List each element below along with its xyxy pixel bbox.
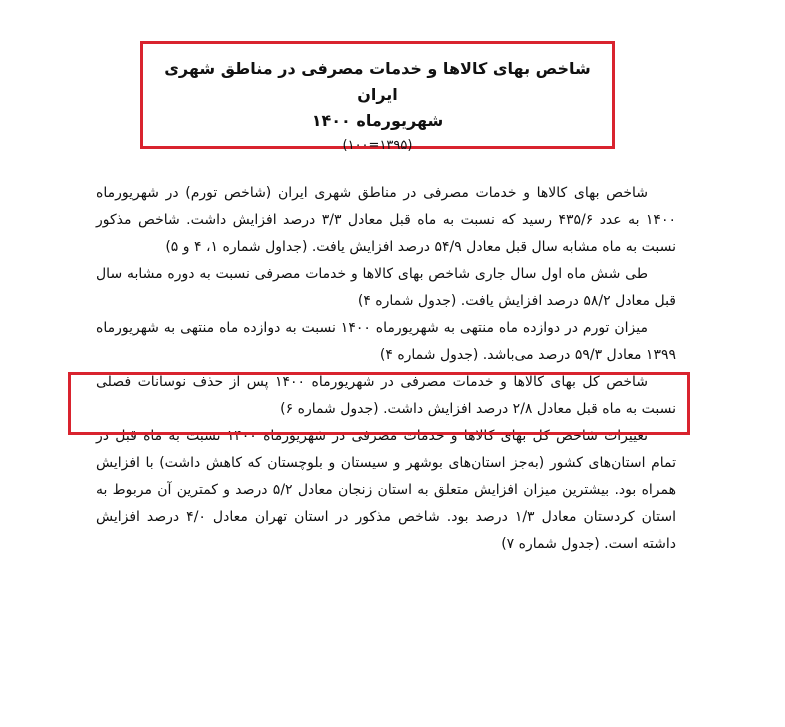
report-period: شهریورماه ۱۴۰۰ <box>311 111 444 130</box>
paragraph-monthly-index: شاخص بهای کالاها و خدمات مصرفی در مناطق شهری ایران (شاخص تورم) در شهریورماه ۱۴۰۰ به عدد ۴۳۵/۶ رسید که نسبت به ماه قبل معادل ۳/۳ درصد افزایش داشت. شاخص مذکور نسبت به ماه مشابه سال قبل معادل ۵۴/۹ درصد افزایش یافت. (جداول شماره ۱، ۴ و ۵) <box>96 185 676 255</box>
document-body <box>96 180 676 558</box>
base-year: (۱۳۹۵=۱۰۰) <box>342 138 413 153</box>
paragraph-annual-inflation: میزان تورم در دوازده ماه منتهی به شهریورماه ۱۴۰۰ نسبت به دوازده ماه منتهی به شهریورماه ۱۳۹۹ معادل ۵۹/۳ درصد می‌باشد. (جدول شماره ۴) <box>96 320 676 363</box>
paragraph-provinces: تغییرات شاخص کل بهای کالاها و خدمات مصرفی در شهریورماه ۱۴۰۰ نسبت به ماه قبل در تمام استان‌های کشور (به‌جز استان‌های بوشهر و سیستان و بلوچستان که کاهش داشت) با افزایش همراه بود. بیشترین میزان افزایش متعلق به استان زنجان معادل ۵/۲ درصد و کمترین آن مربوط به استان کردستان معادل ۱/۳ درصد بود. شاخص مذکور در استان تهران معادل ۴/۰ درصد افزایش داشته است. (جدول شماره ۷) <box>96 428 677 552</box>
paragraph-six-month: طی شش ماه اول سال جاری شاخص بهای کالاها و خدمات مصرفی نسبت به دوره مشابه سال قبل معادل ۵۸/۲ درصد افزایش یافت. (جدول شماره ۴) <box>96 266 676 309</box>
paragraph-seasonal-adjusted: شاخص کل بهای کالاها و خدمات مصرفی در شهریورماه ۱۴۰۰ پس از حذف نوسانات فصلی نسبت به ماه قبل معادل ۲/۸ درصد افزایش داشت. (جدول شماره ۶) <box>96 374 676 417</box>
report-title: شاخص بهای کالاها و خدمات مصرفی در مناطق شهری ایران <box>164 59 591 104</box>
title-box <box>140 41 615 153</box>
